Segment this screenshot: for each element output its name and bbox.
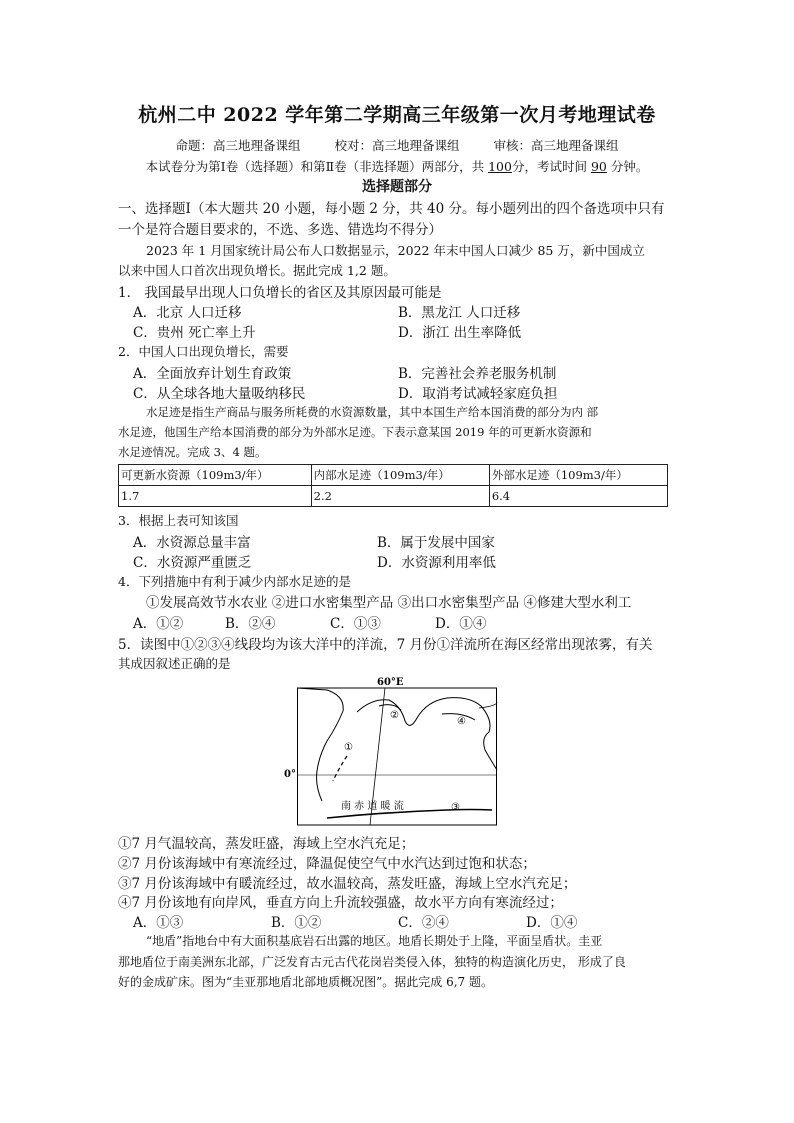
passage2-line2: 水足迹，他国生产给本国消费的部分为外部水足迹。下表示意某国 2019 年的可更新水资源和 bbox=[118, 425, 592, 439]
part1-instructions-2: 一个是符合题目要求的，不选、多选、错选均不得分） bbox=[118, 222, 442, 238]
passage2-line3: 水足迹情况。完成 3、4 题。 bbox=[118, 445, 267, 459]
marker-3: ③ bbox=[451, 802, 460, 813]
table-row bbox=[119, 486, 668, 507]
q5-statement-1: ①7 月气温较高，蒸发旺盛，海域上空水汽充足； bbox=[118, 836, 415, 852]
q3-option-d[interactable]: D．水资源利用率低 bbox=[377, 555, 496, 571]
passage1-line1: 2023 年 1 月国家统计局公布人口数据显示，2022 年末中国人口减少 85 万，新中国成立 bbox=[146, 243, 645, 258]
intro-score: 100 bbox=[488, 159, 512, 174]
table-header-cell: 可更新水资源（109m3/年） bbox=[119, 465, 312, 486]
review: 高三地理备课组 bbox=[531, 138, 619, 153]
q3-option-c[interactable]: C．水资源严重匮乏 bbox=[133, 555, 252, 571]
map-lat-label: 0° bbox=[284, 769, 296, 780]
marker-1: ① bbox=[344, 742, 353, 753]
part1-instructions-1: 一、选择题Ⅰ（本大题共 20 小题，每小题 2 分，共 40 分。每小题列出的四个备选项中只有 bbox=[118, 201, 665, 217]
intro-text-2: 分，考试时间 bbox=[511, 159, 587, 174]
q1-option-c[interactable]: C．贵州 死亡率上升 bbox=[133, 325, 256, 341]
q4-stem: 4．下列措施中有利于减少内部水足迹的是 bbox=[118, 574, 351, 589]
passage2-line1: 水足迹是指生产商品与服务所耗费的水资源数量，其中本国生产给本国消费的部分为内 部 bbox=[146, 405, 599, 419]
exam-title: 杭州二中 2022 学年第二学期高三年级第一次月考地理试卷 bbox=[138, 104, 656, 126]
passage3-line3: 好的金成矿床。图为“圭亚那地盾北部地质概况图”。据此完成 6,7 题。 bbox=[118, 975, 493, 989]
q5-option-c[interactable]: C．②④ bbox=[398, 915, 449, 931]
table-header-row bbox=[119, 465, 668, 486]
section-title: 选择题部分 bbox=[362, 179, 432, 195]
q5-stem-1: 5．读图中①②③④线段均为该大洋中的洋流，7 月份①洋流所在海区经常出现浓雾，有关 bbox=[118, 637, 653, 653]
q5-statement-3: ③7 月份该海域中有暖流经过，故水温较高，蒸发旺盛，海域上空水汽充足； bbox=[118, 876, 577, 892]
passage3-line2: 那地盾位于南美洲东北部，广泛发育古元古代花岗岩类侵入体，独特的构造演化历史， 形成了良 bbox=[118, 955, 626, 969]
q3-option-b[interactable]: B．属于发展中国家 bbox=[377, 535, 495, 551]
exam-intro bbox=[0, 157, 794, 175]
q3-stem: 3．根据上表可知该国 bbox=[118, 513, 239, 528]
q3-option-a[interactable]: A．水资源总量丰富 bbox=[133, 535, 251, 551]
table-cell: 6.4 bbox=[489, 486, 667, 507]
q4-option-a[interactable]: A．①② bbox=[133, 616, 184, 632]
table-header-cell: 内部水足迹（109m3/年） bbox=[311, 465, 489, 486]
q4-option-b[interactable]: B．②④ bbox=[225, 616, 276, 632]
passage1-line2: 以来中国人口首次出现负增长。据此完成 1,2 题。 bbox=[118, 263, 396, 278]
q5-option-b[interactable]: B．①② bbox=[271, 915, 322, 931]
credits-line bbox=[0, 136, 794, 154]
table-cell: 1.7 bbox=[119, 486, 312, 507]
q4-option-d[interactable]: D．①④ bbox=[435, 616, 487, 632]
proof-label: 校对： bbox=[334, 138, 372, 153]
intro-text-1: 本试卷分为第Ⅰ卷（选择题）和第Ⅱ卷（非选择题）两部分，共 bbox=[145, 159, 485, 174]
q5-stem-2: 其成因叙述正确的是 bbox=[118, 656, 231, 671]
review-label: 审核： bbox=[493, 138, 531, 153]
author: 高三地理备课组 bbox=[213, 138, 301, 153]
q1-option-d[interactable]: D．浙江 出生率降低 bbox=[398, 325, 522, 341]
table-header-cell: 外部水足迹（109m3/年） bbox=[489, 465, 667, 486]
current-label: 南 赤 道 暖 流 bbox=[341, 801, 404, 812]
marker-4: ④ bbox=[457, 716, 466, 727]
q2-stem: 2．中国人口出现负增长，需要 bbox=[118, 344, 289, 359]
q2-option-c[interactable]: C．从全球各地大量吸纳移民 bbox=[133, 386, 306, 402]
q2-option-d[interactable]: D．取消考试减轻家庭负担 bbox=[398, 386, 558, 402]
passage3-line1: “地盾”指地台中有大面积基底岩石出露的地区。地盾长期处于上隆，平面呈盾状。圭亚 bbox=[146, 934, 603, 948]
intro-time: 90 bbox=[590, 159, 607, 174]
marker-2: ② bbox=[390, 710, 399, 721]
q4-items: ①发展高效节水农业 ②进口水密集型产品 ③出口水密集型产品 ④修建大型水利工 bbox=[146, 595, 632, 611]
q2-option-b[interactable]: B．完善社会养老服务机制 bbox=[398, 366, 557, 382]
author-label: 命题： bbox=[175, 138, 213, 153]
q1-option-b[interactable]: B．黑龙江 人口迁移 bbox=[398, 305, 521, 321]
q5-statement-2: ②7 月份该海域中有寒流经过，降温促使空气中水汽达到过饱和状态； bbox=[118, 856, 536, 872]
water-footprint-table bbox=[118, 464, 668, 507]
map-lon-label: 60°E bbox=[377, 677, 404, 688]
q2-option-a[interactable]: A．全面放弃计划生育政策 bbox=[133, 366, 292, 382]
q1-option-a[interactable]: A．北京 人口迁移 bbox=[133, 305, 242, 321]
q5-option-a[interactable]: A．①③ bbox=[133, 915, 184, 931]
q1-stem: 1． 我国最早出现人口负增长的省区及其原因最可能是 bbox=[118, 285, 442, 301]
ocean-current-map bbox=[284, 676, 497, 826]
proof: 高三地理备课组 bbox=[372, 138, 460, 153]
q5-statement-4: ④7 月份该地有向岸风，垂直方向上升流较强盛，故水平方向有寒流经过； bbox=[118, 895, 563, 911]
q4-option-c[interactable]: C．①③ bbox=[330, 616, 381, 632]
q5-option-d[interactable]: D．①④ bbox=[526, 915, 578, 931]
table-cell: 2.2 bbox=[311, 486, 489, 507]
intro-text-3: 分钟。 bbox=[610, 159, 649, 174]
